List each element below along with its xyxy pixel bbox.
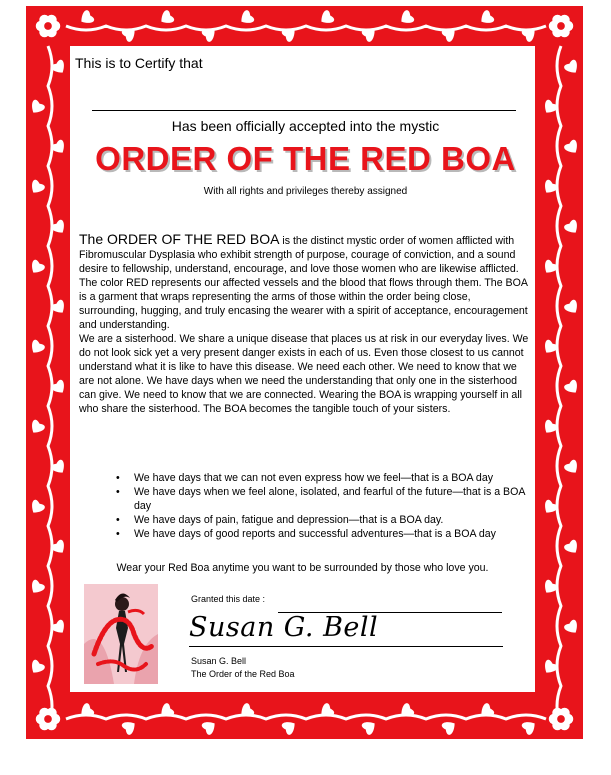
granted-date-label: Granted this date : [191, 594, 266, 604]
signer-block [191, 655, 295, 681]
rights-text: With all rights and privileges thereby assigned [203, 186, 408, 197]
signer-name: Susan G. Bell [191, 656, 247, 666]
signature: Susan G. Bell [189, 612, 379, 643]
certificate-title: ORDER OF THE RED BOA [95, 140, 516, 177]
signature-line [189, 646, 503, 647]
signer-org: The Order of the Red Boa [191, 669, 295, 679]
sisterhood-paragraph: We are a sisterhood. We share a unique disease that places us at risk in our everyday lives. We do not look sick yet a very present danger exists in each of us. Even those closest to us cannot understand what it is like to have this disease. We need each other. We need to know that we are not alone. We have days when we need the understanding that only one in the sisterhood can give. We need to know that we are connected. Wearing the BOA is wrapping yourself in all who share the sisterhood. The BOA becomes the tangible touch of your sisters. [79, 333, 529, 415]
certificate-body [79, 232, 531, 416]
list-item: • We have days when we feel alone, isolated, and fearful of the future—that is a BOA day [116, 485, 534, 513]
list-item: • We have days that we can not even express how we feel—that is a BOA day [116, 471, 534, 485]
accepted-text: Has been officially accepted into the mystic [171, 118, 440, 134]
recipient-name-line [92, 110, 516, 111]
boa-day-list [116, 471, 534, 541]
intro-rest: is the distinct mystic order of women afflicted with Fibromuscular Dysplasia who exhibit strength of purpose, courage of conviction, and a sound desire to fellowship, understand, encourage, and love those women who are likewise afflicted. [79, 235, 519, 275]
certify-text: This is to Certify that [75, 55, 203, 71]
list-item: • We have days of pain, fatigue and depression—that is a BOA day. [116, 513, 534, 527]
red-meaning-paragraph: The color RED represents our affected vessels and the blood that flows through them. The BOA is a garment that wraps representing the arms of those within the order being close, surrounding, hugging, and truly encasing the wearer with a spirit of acceptance, encouragement and understanding. [79, 277, 528, 331]
intro-paragraph [79, 232, 531, 276]
intro-lead: The ORDER OF THE RED BOA [79, 231, 280, 247]
woman-in-red-boa-image [84, 584, 158, 684]
wear-text: Wear your Red Boa anytime you want to be surrounded by those who love you. [116, 562, 489, 574]
list-item: • We have days of good reports and successful adventures—that is a BOA day [116, 527, 534, 541]
